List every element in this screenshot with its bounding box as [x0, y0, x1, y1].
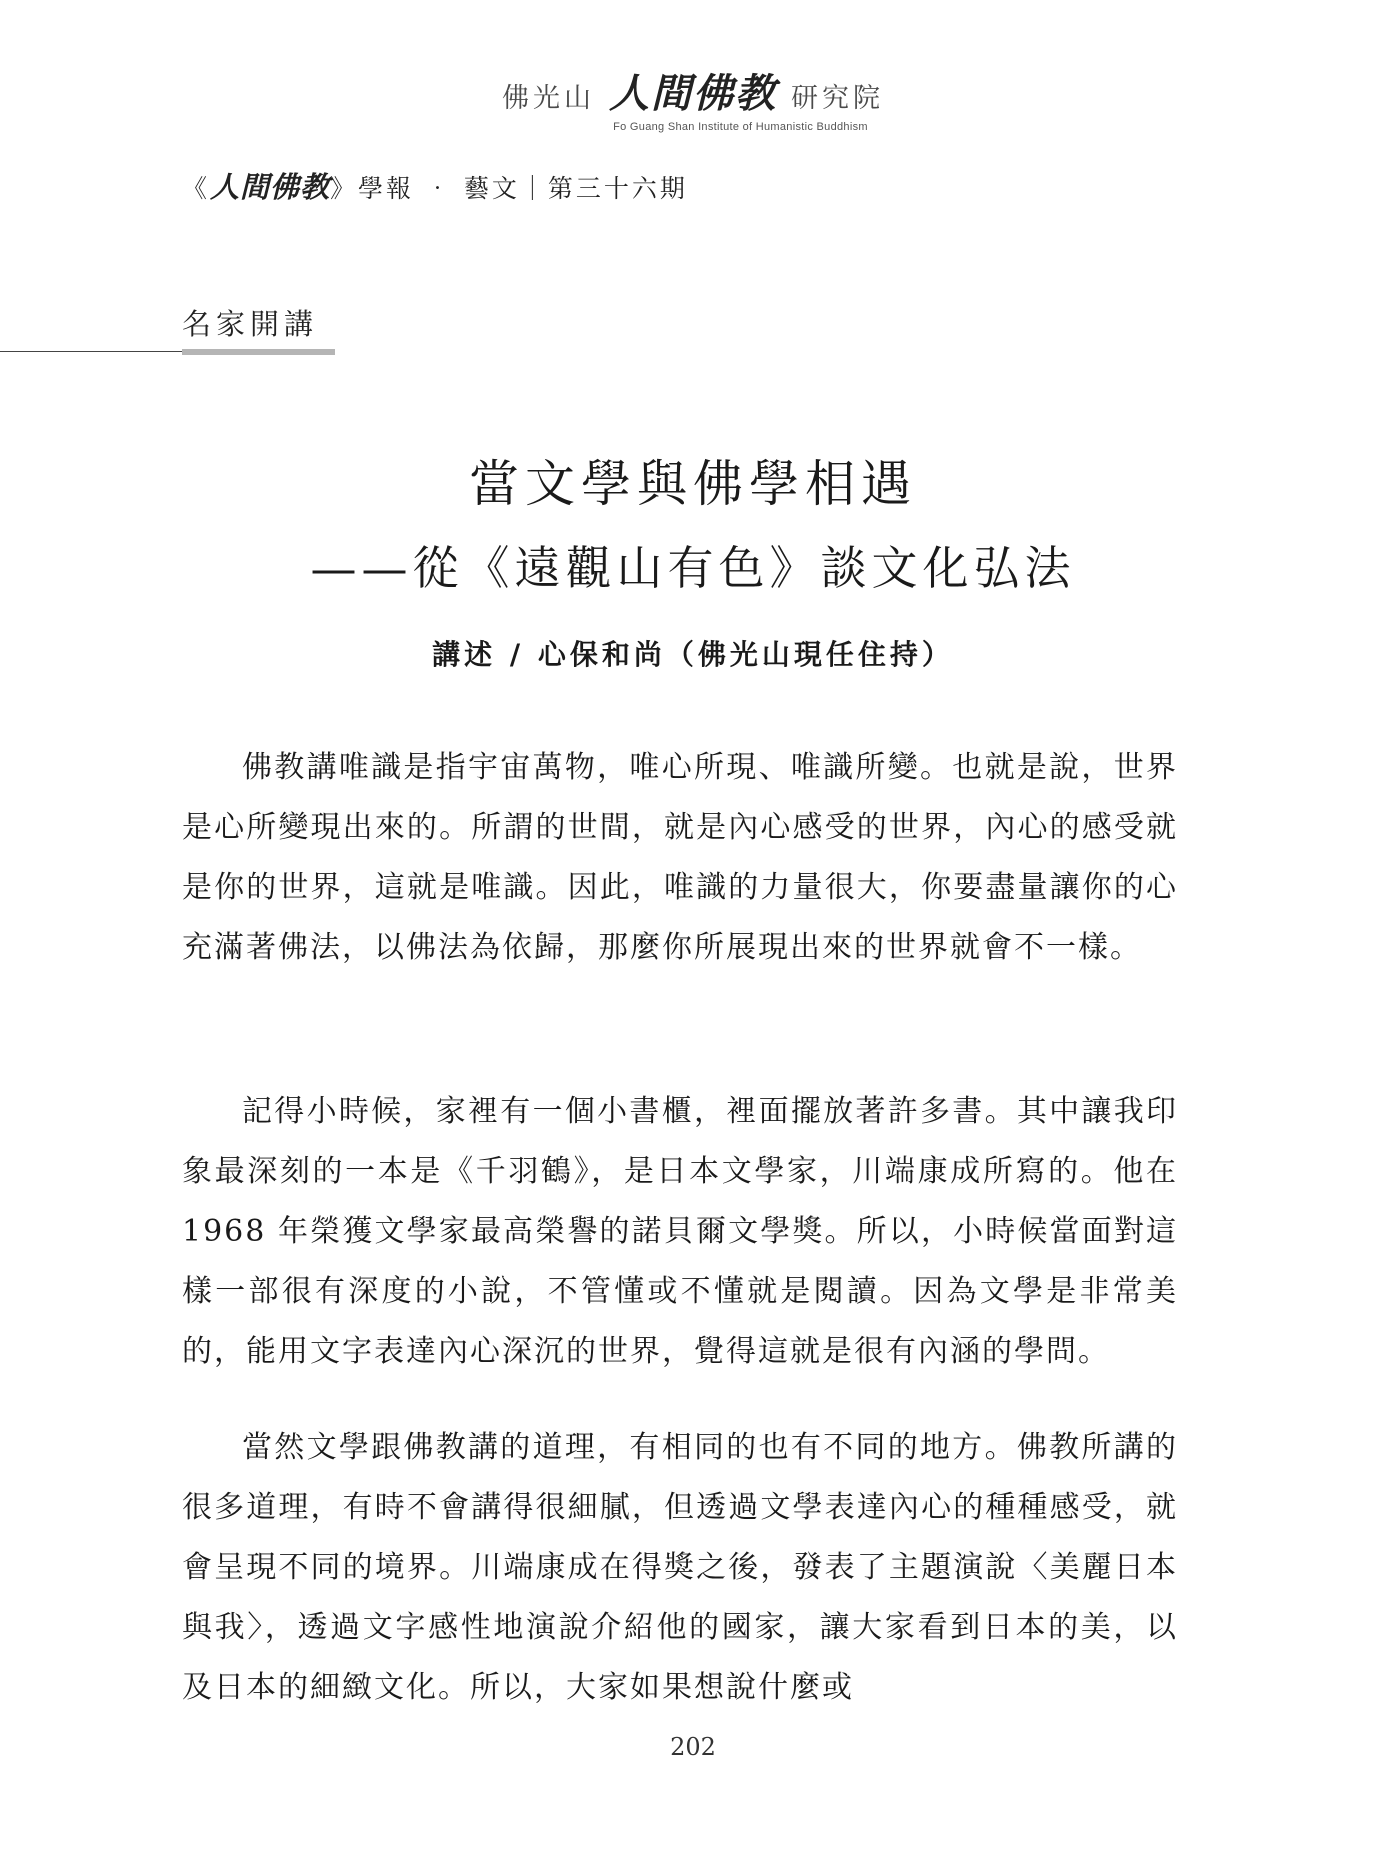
institute-brand-calligraphy: 人間佛教 [609, 70, 777, 117]
journal-issue-info: 》學報 ‧ 藝文｜第三十六期 [330, 174, 688, 203]
article-body-section-2 [182, 1082, 1178, 1382]
institute-english-name: Fo Guang Shan Institute of Humanistic Buddhism [613, 121, 868, 133]
body-paragraph: 記得小時候，家裡有一個小書櫃，裡面擺放著許多書。其中讓我印象最深刻的一本是《千羽鶴》，是日本文學家，川端康成所寫的。他在 1968 年榮獲文學家最高榮譽的諾貝爾文學獎。所以，小時候當面對這樣一部很有深度的小說，不管懂或不懂就是閱讀。因為文學是非常美的，能用文字表達內心深沉的世界，覺得這就是很有內涵的學問。 [182, 1094, 1178, 1369]
page-number: 202 [670, 1733, 716, 1761]
institute-logo [0, 62, 1386, 133]
article-title: 當文學與佛學相遇 [469, 455, 917, 513]
institute-name-prefix: 佛光山 [502, 83, 595, 114]
body-paragraph: 佛教講唯識是指宇宙萬物，唯心所現、唯識所變。也就是說，世界是心所變現出來的。所謂的世間，就是內心感受的世界，內心的感受就是你的世界，這就是唯識。因此，唯識的力量很大，你要盡量讓你的心充滿著佛法，以佛法為依歸，那麼你所展現出來的世界就會不一樣。 [182, 750, 1178, 965]
institute-name [502, 62, 884, 119]
institute-name-suffix: 研究院 [791, 83, 884, 114]
article-body-section-1 [182, 738, 1178, 978]
article-body-section-3 [182, 1418, 1178, 1718]
journal-brand: 人間佛教 [210, 170, 331, 204]
body-paragraph: 當然文學跟佛教講的道理，有相同的也有不同的地方。佛教所講的很多道理，有時不會講得很細膩，但透過文學表達內心的種種感受，就會呈現不同的境界。川端康成在得獎之後，發表了主題演說〈美麗日本與我〉，透過文字感性地演說介紹他的國家，讓大家看到日本的美，以及日本的細緻文化。所以，大家如果想說什麼或 [182, 1430, 1178, 1705]
article-byline: 講述 / 心保和尚（佛光山現任住持） [432, 638, 954, 671]
journal-running-header [182, 165, 688, 206]
article-subtitle: ——從《遠觀山有色》談文化弘法 [310, 541, 1076, 595]
section-label: 名家開講 [182, 307, 319, 341]
journal-open-quote: 《 [182, 174, 211, 203]
section-underline [182, 349, 335, 355]
